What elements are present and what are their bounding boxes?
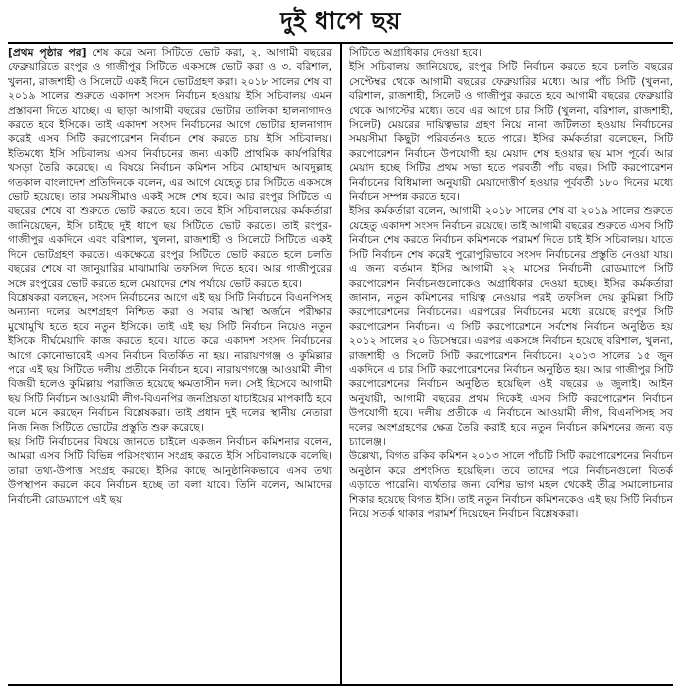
column-divider — [340, 44, 342, 684]
continuation-tag: [প্রথম পৃষ্ঠার পর] — [8, 47, 87, 59]
article-paragraph: বিশ্লেষকরা বলছেন, সংসদ নির্বাচনের আগে এই ছয় সিটি নির্বাচনে বিএনপিসহ অন্যান্য দলের অংশগ্রহণ নিশ্চিত করা ও সবার আস্থা অর্জনে পরীক্ষার মুখোমুখি হতে হবে নতুন ইসিকে। তাই এই ছয় সিটি নির্বাচন নিয়েও নতুন ইসিকে দীর্ঘমেয়াদি কাজ করতে হবে। যাতে করে একাদশ সংসদ নির্বাচনের আগে কোনোভাবেই এসব নির্বাচন বিতর্কিত না হয়। নারায়ণগঞ্জ ও কুমিল্লার পরে এই ছয় সিটিতে দলীয় প্রতীকে নির্বাচন হবে। নারায়ণগঞ্জে আওয়ামী লীগ বিজয়ী হলেও কুমিল্লায় পরাজিত হয়েছে ক্ষমতাসীন দল। সেই হিসেবে আগামী ছয় সিটি নির্বাচন আওয়ামী লীগ-বিএনপির জনপ্রিয়তা যাচাইয়ের মাপকাঠি হবে বলে মনে করছেন নির্বাচন বিশ্লেষকরা। তাই প্রধান দুই দলের স্থানীয় নেতারা নিজ নিজ সিটিতে ভোটের প্রস্তুতি শুরু করেছে। — [8, 291, 332, 434]
headline-area — [0, 0, 681, 42]
article-paragraph: ছয় সিটি নির্বাচনের বিষয়ে জানতে চাইলে একজন নির্বাচন কমিশনার বলেন, আমরা এসব সিটি বিভিন্ন পরিসংখ্যান সংগ্রহ করতে ইসি সচিবালয়কে বলেছি। তারা তথ্য-উপাত্ত সংগ্রহ করছে। ইসির কাছে আনুষ্ঠানিকভাবে এসব তথ্য উপস্থাপন করলে কবে নির্বাচন হচ্ছে তা বলা যাবে। তিনি বলেন, আমাদের নির্বাচনী রোডম্যাপে এই ছয় — [8, 435, 332, 506]
article-column-left — [8, 46, 332, 682]
paragraph-text: শেষ করে অন্য সিটিতে ভোট করা, ২. আগামী বছরের ফেব্রুয়ারিতে রংপুর ও গাজীপুর সিটিতে একসঙ্গে ভোট করা ও ৩. বরিশাল, খুলনা, রাজশাহী ও সিলেটে একই দিনে ভোটগ্রহণ করা। ২০১৮ সালের শেষ বা ২০১৯ সালের শুরুতে একাদশ সংসদ নির্বাচন হওয়ায় ইসি সচিবালয় এমন প্রস্তাবনা দিতে যাচ্ছে। এ ছাড়া আগামী বছরের ভোটার তালিকা হালনাগাদও করতে হবে ইসিকে। তাই একাদশ সংসদ নির্বাচনের আগে ভোটার হালনাগাদ করেই এসব সিটি করপোরেশন নির্বাচন শেষ করতে চায় ইসি সচিবালয়। ইতিমধ্যে ইসি সচিবালয় এসব নির্বাচনের জন্য একটি প্রাথমিক কার্যপরিধির খসড়া তৈরি করেছে। এ বিষয়ে নির্বাচন কমিশন সচিব মোহাম্মদ আবদুল্লাহ গতকাল বাংলাদেশ প্রতিদিনকে বলেন, এর আগে যেহেতু চার সিটিতে একসঙ্গে ভোট হয়েছে। তার সময়সীমাও একই সঙ্গে শেষ হবে। আর রংপুর সিটিতে এ বছরের শেষে বা শুরুতে ভোট করতে হবে। তবে ইসি সচিবালয়ের কর্মকর্তারা জানিয়েছেন, ইসি চাইছে দুই ধাপে ছয় সিটিতে ভোট করতে। তাই রংপুর-গাজীপুর একদিনে এবং বরিশাল, খুলনা, রাজশাহী ও সিলেটে সিটিতে একই দিনে ভোটগ্রহণ করতে। একক্ষেত্রে রংপুর সিটিতে ভোট করতে হলে চলতি বছরের শেষে বা জানুয়ারির মাঝামাঝি তফসিল দিতে হবে। আর গাজীপুরের সঙ্গে রংপুরের ভোট করতে হলে মেয়াদের শেষ পর্যায়ে ভোট করতে হবে। — [8, 47, 332, 290]
article-paragraph: উল্লেখ্য, বিগত রকিব কমিশন ২০১৩ সালে পাঁচটি সিটি করপোরেশনের নির্বাচন অনুষ্ঠান করে প্রশংসিত হয়েছিল। তবে তাদের পরে নির্বাচনগুলো বিতর্ক এড়াতে পারেনি। ব্যর্থতার জন্য বেশির ভাগ মহল থেকেই তীব্র সমালোচনার শিকার হয়েছে বিগত ইসি। তাই নতুন নির্বাচন কমিশনকেও এই ছয় সিটি নির্বাচন নিয়ে সতর্ক থাকার পরামর্শ দিয়েছেন নির্বাচন বিশ্লেষকরা। — [349, 450, 673, 520]
article-headline: দুই ধাপে ছয় — [280, 7, 401, 35]
article-paragraph: ইসির কর্মকর্তারা বলেন, আগামী ২০১৮ সালের শেষ বা ২০১৯ সালের শুরুতে যেহেতু একাদশ সংসদ নির্বাচন রয়েছে। তাই আগামী বছরের শুরুতে এসব সিটি নির্বাচন শেষ করতে নির্বাচন কমিশনকে পরামর্শ দিতে চাই ইসি সচিবালয়। যাতে সিটি নির্বাচন শেষ করেই পুরোপুরিভাবে সংসদ নির্বাচনের প্রস্তুতি নেওয়া যায়। এ জন্য বর্তমান ইসির আগামী ২২ মাসের নির্বাচনী রোডম্যাপে সিটি করপোরেশন নির্বাচনগুলোকেও অগ্রাধিকার দেওয়া হচ্ছে। ইসির কর্মকর্তারা জানান, নতুন কমিশনের দায়িত্ব নেওয়ার পরই তফসিল দেয় কুমিল্লা সিটি করপোরেশনের নির্বাচনের। এরপরের নির্বাচনের মধ্যে রয়েছে রংপুর সিটি করপোরেশন নির্বাচন। এ সিটি করপোরেশনে সর্বশেষ নির্বাচন অনুষ্ঠিত হয় ২০১২ সালের ২০ ডিসেম্বরে। এরপর একসঙ্গে নির্বাচন হয়েছে বরিশাল, খুলনা, রাজশাহী ও সিলেট সিটি করপোরেশন নির্বাচনে। ২০১৩ সালের ১৫ জুন একদিনে এ চার সিটি করপোরেশনের নির্বাচন অনুষ্ঠিত হয়। আর গাজীপুর সিটি করপোরেশনের নির্বাচন অনুষ্ঠিত হয়েছিল ওই বছরের ৬ জুলাই। আইন অনুযায়ী, আগামী বছরের প্রথম দিকেই এসব সিটি করপোরেশন নির্বাচন উপযোগী হবে। দলীয় প্রতীকে এ নির্বাচনে আওয়ামী লীগ, বিএনপিসহ সব দলের অংশগ্রহণের ক্ষেত্র তৈরি করাই হবে নতুন নির্বাচন কমিশনের জন্য বড় চ্যালেঞ্জ। — [349, 205, 673, 448]
article-paragraph: ইসি সচিবালয় জানিয়েছে, রংপুর সিটি নির্বাচন করতে হবে চলতি বছরের সেপ্টেম্বর থেকে আগামী বছরের ফেব্রুয়ারির মধ্যে। আর পাঁচ সিটি (খুলনা, বরিশাল, রাজশাহী, সিলেট ও গাজীপুর করতে হবে আগামী বছরের ফেব্রুয়ারি থেকে আগস্টের মধ্যে। তবে এর আগে চার সিটি (খুলনা, বরিশাল, রাজশাহী, সিলেট) মেয়রের দায়িত্বভার গ্রহণ নিয়ে নানা জটিলতা হওয়ায় নির্বাচনের সময়সীমা কিছুটা পরিবর্তনও হতে পারে। ইসির কর্মকর্তারা বলেছেন, সিটি করপোরেশন নির্বাচন উপযোগী হয় মেয়াদ শেষ হওয়ার ছয় মাস পূর্বে। আর মেয়াদ হচ্ছে সিটির প্রথম সভা হতে পরবর্তী পাঁচ বছর। সিটি করপোরেশন নির্বাচনের বিধিমালা অনুযায়ী মেয়াদোত্তীর্ণ হওয়ার পূর্ববর্তী ১৮০ দিনের মধ্যে নির্বাচন সম্পন্ন করতে হবে। — [349, 61, 673, 204]
bottom-rule — [8, 684, 673, 686]
article-column-right — [349, 46, 673, 682]
article-paragraph — [8, 46, 332, 291]
article-paragraph: সিটিতে অগ্রাধিকার দেওয়া হবে। — [349, 47, 483, 59]
